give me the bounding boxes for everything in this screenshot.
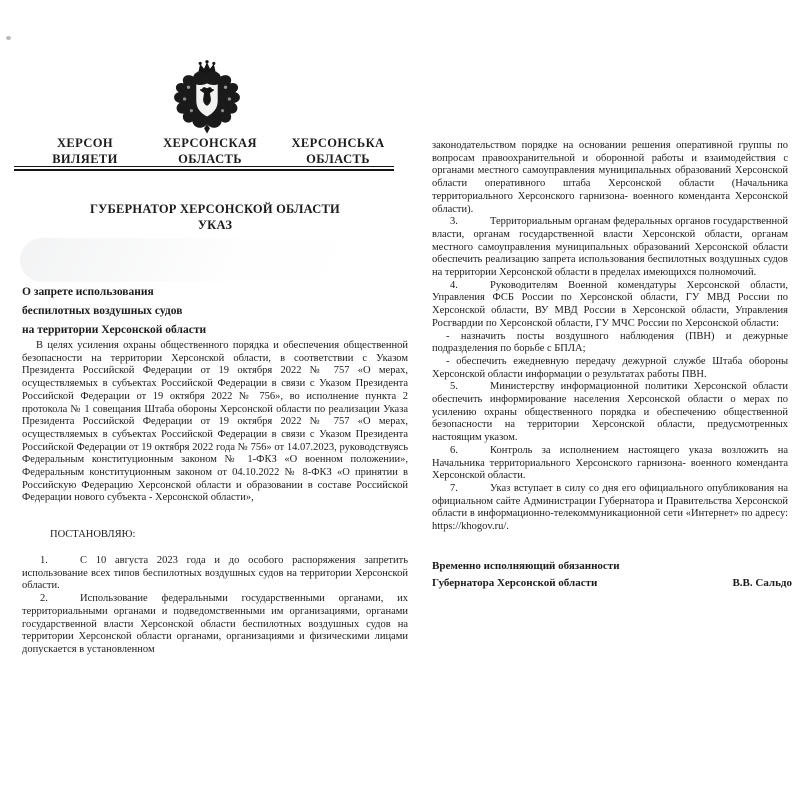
- subject-line: О запрете использования: [22, 286, 154, 298]
- resolve-word: ПОСТАНОВЛЯЮ:: [50, 529, 136, 540]
- right-column-items: [432, 140, 788, 534]
- kherson-oblast-coat-of-arms-icon: [168, 60, 246, 136]
- letterhead-name-russian: [148, 136, 272, 167]
- decree-item-1: [22, 555, 408, 593]
- letterhead-divider: [14, 166, 394, 174]
- item-text: Руководителям Военной комендатуры Херсонской области, Управления ФСБ России по Херсонской области, ГУ МВД России по Херсонской области, ВУ МВД России в Херсонской области, Управления Росгвардии по Херсонской области, ГУ МЧС России по Херсонской области:: [432, 279, 788, 329]
- preamble-paragraph: В целях усиления охраны общественного порядка и обеспечения общественной безопасности на территории Херсонской области, в соответствии с Указом Президента Российской Федерации от 19 октября 2022 № 757 «О мерах, осуществляемых в субъектах Российской Федерации в связи с Указом Президента Российской Федерации от 19 октября 2022 № 756», во исполнение пункта 2 протокола № 1 совещания Штаба обороны Херсонской области по реализации Указа Президента Российской Федерации от 19 октября 2022 № 757 «О мерах, осуществляемых в субъектах Российской Федерации в связи с Указом Президента Российской Федерации от 19 октября 2022 года № 756» от 14.07.2023, руководствуясь Федеральным конституционным законом № 1-ФКЗ «О военном положении», Федеральным конституционным законом от 04.10.2022 № 8-ФКЗ «О принятии в Российскую Федерацию Херсонской области и образовании в составе Российской Федерации нового субъекта - Херсонской области»,: [22, 340, 408, 504]
- item-text: Контроль за исполнением настоящего указа возложить на Начальника территориального Херсонского гарнизона- военного коменданта Херсонской области.: [432, 444, 788, 482]
- decree-item-3: [432, 216, 788, 280]
- letterhead-name-line: ХЕРСОНСКАЯ: [163, 136, 257, 150]
- letterhead-name-line: ОБЛАСТЬ: [178, 151, 242, 166]
- document-title: [22, 201, 408, 233]
- item-number: 7.: [450, 482, 458, 494]
- signatory-role-line: Временно исполняющий обязанности: [432, 560, 620, 572]
- item-number: 2.: [40, 593, 48, 605]
- decree-item-7: [432, 483, 788, 534]
- issuer-title: ГУБЕРНАТОР ХЕРСОНСКОЙ ОБЛАСТИ: [90, 202, 340, 216]
- item-text: Указ вступает в силу со дня его официального опубликования на официальном сайте Администрации Губернатора и Правительства Херсонской области в информационно-телекоммуникационной сети «Интернет» по адресу: https://khogov.ru/.: [432, 482, 788, 533]
- item-number: 5.: [450, 381, 458, 393]
- left-column-items: [22, 555, 408, 657]
- decree-item-4: [432, 280, 788, 331]
- item-number: 1.: [40, 555, 48, 566]
- item-number: 3.: [450, 216, 458, 228]
- signatory-role-line: Губернатора Херсонской области: [432, 576, 598, 589]
- item-text: Использование федеральными государственными органами, их территориальными органами и подведомственными им организациями, органами государственной власти Херсонской области беспилотных воздушных судов на территории Херсонской области органами, организациями и физическими лицами допускается в установленном: [22, 593, 408, 655]
- item-number: 6.: [450, 444, 458, 456]
- decree-item-5: [432, 381, 788, 445]
- decree-item-2: [22, 593, 408, 657]
- decree-item-6: [432, 445, 788, 483]
- item-number: 4.: [450, 279, 458, 291]
- item-2-continuation: законодательством порядке на основании решения оперативной группы по вопросам правоохранительной и оборонной работы и взаимодействия с органами местного самоуправления муниципальных образований Херсонской области оперативного штаба Херсонской области (Начальника территориального Херсонского гарнизона- военного коменданта Херсонской области).: [432, 140, 788, 215]
- letterhead-name-tatar: [25, 136, 145, 167]
- decree-item-4-sub-a: - назначить посты воздушного наблюдения (ПВН) и дежурные подразделения по борьбе с БПЛА;: [432, 330, 788, 355]
- subject-line: на территории Херсонской области: [22, 324, 207, 336]
- item-text: Территориальным органам федеральных органов государственной власти, органам государственной власти Херсонской области, органам местного самоуправления муниципальных образований Херсонской области обеспечить реализацию запрета использования беспилотных воздушных судов на территории Херсонской области в пределах имеющихся полномочий.: [432, 216, 788, 279]
- letterhead-name-line: ХЕРСОН: [56, 136, 114, 150]
- letterhead-name-ukrainian: [276, 136, 400, 167]
- signature-block: [432, 558, 792, 591]
- item-text: С 10 августа 2023 года и до особого распоряжения запретить использование всех типов беспилотных воздушных судов на территории Херсонской области.: [22, 555, 408, 592]
- document-type: УКАЗ: [197, 218, 233, 232]
- item-text: Министерству информационной политики Херсонской области обеспечить информирование населения Херсонской области о мерах по усилению охраны общественного порядка и обеспечению общественной безопасности на территории Херсонской области, предусмотренных настоящим указом.: [432, 381, 788, 444]
- scan-smudge: [20, 238, 350, 282]
- subject-line: беспилотных воздушных судов: [22, 305, 183, 317]
- scan-speck: [6, 36, 11, 40]
- signatory-name: В.В. Сальдо: [732, 576, 792, 589]
- decree-item-4-sub-b: - обеспечить ежедневную передачу дежурной службе Штаба обороны Херсонской области информации о результатах работы ПВН.: [432, 355, 788, 380]
- letterhead-name-line: ВИЛЯЕТИ: [52, 151, 118, 166]
- letterhead-name-line: ХЕРСОНСЬКА: [291, 136, 385, 150]
- letterhead-name-line: ОБЛАСТЬ: [306, 151, 370, 166]
- signatory-role: [432, 558, 620, 591]
- decree-subject: [22, 283, 206, 340]
